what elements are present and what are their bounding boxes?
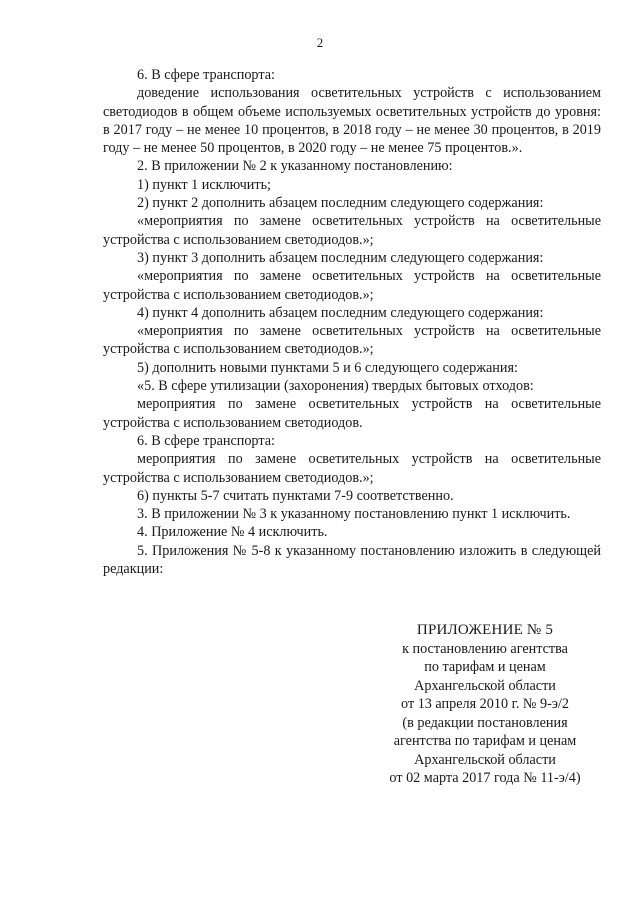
paragraph: «мероприятия по замене осветительных устройств на осветительные устройства с использованием светодиодов.»; [103, 323, 601, 358]
appendix-line: (в редакции постановления [402, 714, 568, 731]
paragraph: 5. Приложения № 5-8 к указанному постановлению изложить в следующей редакции: [103, 542, 601, 578]
paragraph: 4. Приложение № 4 исключить. [137, 524, 328, 541]
appendix-line: агентства по тарифам и ценам [393, 733, 577, 749]
paragraph: мероприятия по замене осветительных устройств на осветительные устройства с использованием светодиодов.»; [103, 451, 601, 486]
paragraph: 6. В сфере транспорта: [137, 67, 275, 83]
paragraph: 2) пункт 2 дополнить абзацем последним следующего содержания: [137, 195, 544, 212]
paragraph: 5) дополнить новыми пунктами 5 и 6 следующего содержания: [137, 359, 518, 376]
document-body [103, 66, 601, 578]
paragraph: мероприятия по замене осветительных устройств на осветительные устройства с использованием светодиодов. [103, 396, 601, 431]
appendix-title: ПРИЛОЖЕНИЕ № 5 [416, 622, 554, 638]
paragraph: «мероприятия по замене осветительных устройств на осветительные устройства с использованием светодиодов.»; [103, 268, 601, 303]
appendix-line: по тарифам и ценам [424, 659, 546, 675]
appendix-header [372, 621, 598, 788]
paragraph: 6. В сфере транспорта: [137, 432, 275, 449]
appendix-line: от 13 апреля 2010 г. № 9-э/2 [401, 696, 569, 712]
appendix-line: к постановлению агентства [402, 640, 568, 657]
paragraph: 3. В приложении № 3 к указанному постановлению пункт 1 исключить. [137, 506, 571, 523]
paragraph: «мероприятия по замене осветительных устройств на осветительные устройства с использованием светодиодов.»; [103, 213, 601, 248]
paragraph: 6) пункты 5-7 считать пунктами 7-9 соответственно. [137, 487, 454, 504]
paragraph: 4) пункт 4 дополнить абзацем последним следующего содержания: [137, 304, 544, 321]
paragraph: 1) пункт 1 исключить; [137, 176, 271, 193]
appendix-line: от 02 марта 2017 года № 11-э/4) [389, 770, 581, 786]
paragraph: «5. В сфере утилизации (захоронения) твердых бытовых отходов: [137, 378, 534, 395]
appendix-line: Архангельской области [414, 677, 556, 694]
paragraph: 3) пункт 3 дополнить абзацем последним следующего содержания: [137, 249, 544, 266]
appendix-line: Архангельской области [414, 751, 556, 768]
page-number: 2 [316, 35, 324, 50]
paragraph: 2. В приложении № 2 к указанному постановлению: [137, 158, 453, 175]
paragraph: доведение использования осветительных устройств с использованием светодиодов в общем объеме используемых осветительных устройств до уровня: в 2017 году – не менее 10 процентов, в 2018 году – не менее 30 процентов, в 2019 году – не менее 50 процентов, в 2020 году – не менее 75 процентов.». [103, 85, 601, 157]
